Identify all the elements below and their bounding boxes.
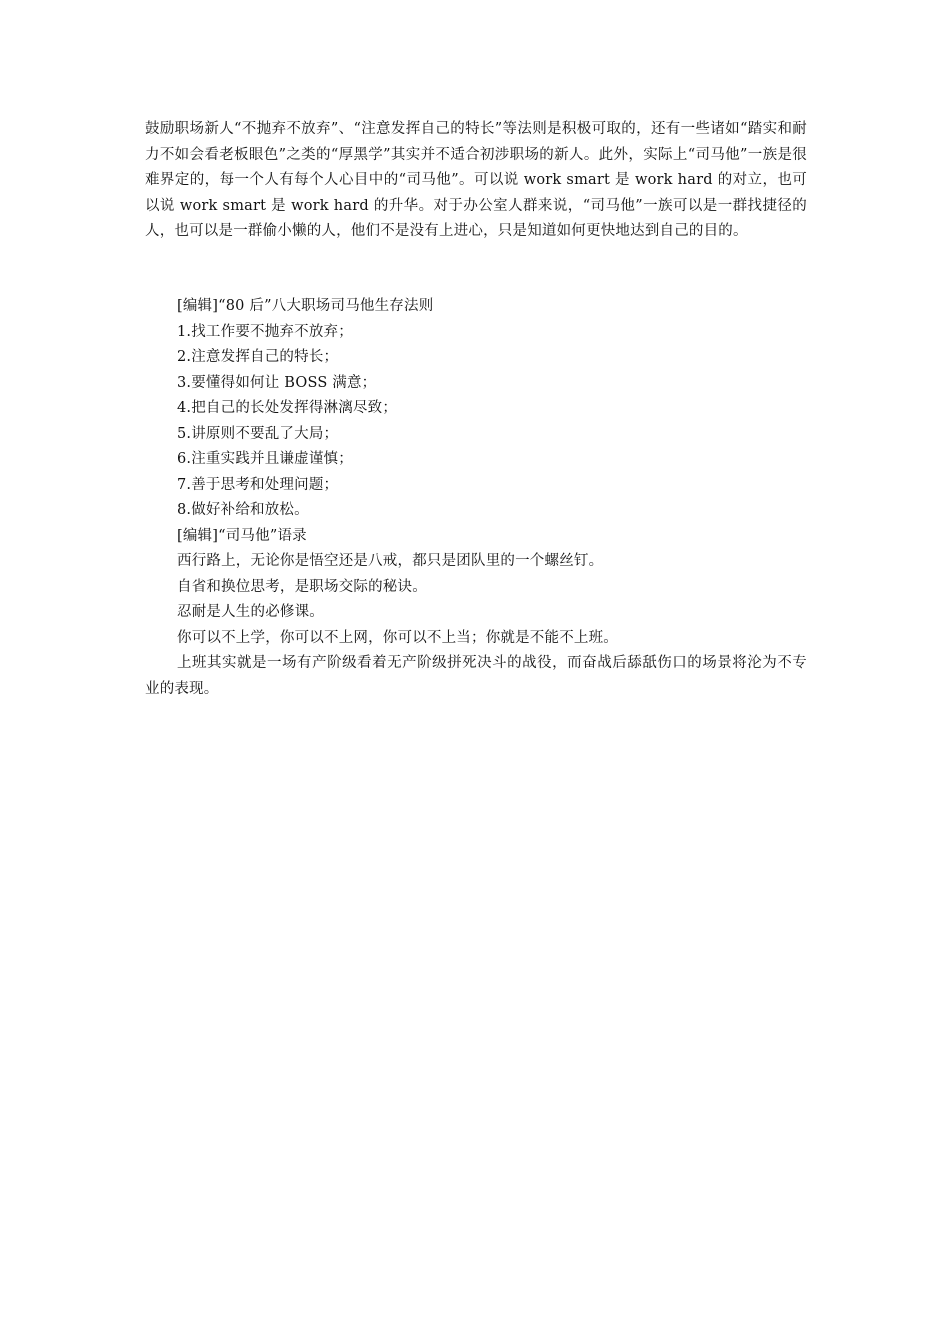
rule-item: 7.善于思考和处理问题；	[177, 476, 339, 493]
quote-item: 西行路上，无论你是悟空还是八戒，都只是团队里的一个螺丝钉。	[177, 553, 604, 569]
rule-item: 6.注重实践并且谦虚谨慎；	[177, 451, 353, 467]
rule-item: 5.讲原则不要乱了大局；	[177, 425, 339, 442]
rule-item: 4.把自己的长处发挥得淋漓尽致；	[177, 400, 398, 416]
rule-item: 2.注意发挥自己的特长；	[177, 349, 339, 365]
rules-and-quotes-section	[145, 294, 807, 702]
quote-item: 忍耐是人生的必修课。	[177, 604, 324, 620]
rules-heading: [编辑]“80 后”八大职场司马他生存法则	[177, 298, 434, 314]
quote-item: 自省和换位思考，是职场交际的秘诀。	[177, 578, 427, 595]
closing-paragraph: 上班其实就是一场有产阶级看着无产阶级拼死决斗的战役，而奋战后舔舐伤口的场景将沦为不专业的表现。	[145, 655, 807, 697]
intro-paragraph: 鼓励职场新人“不抛弃不放弃”、“注意发挥自己的特长”等法则是积极可取的，还有一些诸如“踏实和耐力不如会看老板眼色”之类的“厚黑学”其实并不适合初涉职场的新人。此外，实际上“司马他”一族是很难界定的，每一个人有每个人心目中的“司马他”。可以说 work smart 是 work hard 的对立，也可以说 work smart 是 work hard 的升华。对于办公室人群来说，“司马他”一族可以是一群找捷径的人，也可以是一群偷小懒的人，他们不是没有上进心，只是知道如何更快地达到自己的目的。	[145, 121, 807, 239]
rule-item: 3.要懂得如何让 BOSS 满意；	[177, 374, 377, 391]
quotes-heading: [编辑]“司马他”语录	[177, 527, 307, 544]
rule-item: 1.找工作要不抛弃不放弃；	[177, 323, 353, 340]
rule-item: 8.做好补给和放松。	[177, 502, 309, 518]
quote-item: 你可以不上学，你可以不上网，你可以不上当；你就是不能不上班。	[177, 629, 618, 646]
